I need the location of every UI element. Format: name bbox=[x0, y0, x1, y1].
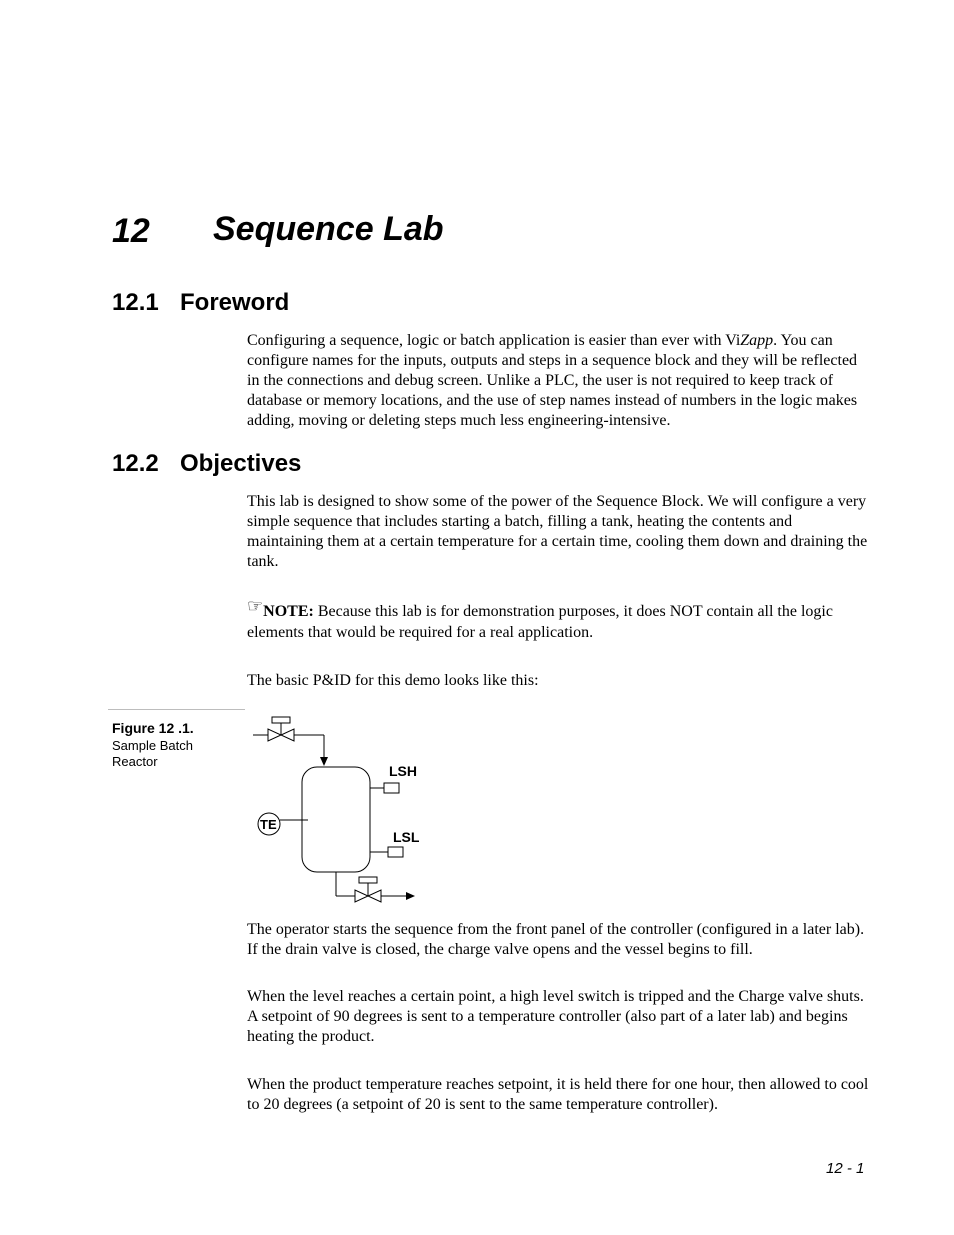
te-label: TE bbox=[260, 817, 277, 832]
lsh-label: LSH bbox=[389, 763, 417, 779]
paragraph-high-level: When the level reaches a certain point, a high level switch is tripped and the Charge valve shuts. A setpoint of 90 degrees is sent to a temperature controller (also part of a later lab) and begins heating the product. bbox=[247, 988, 864, 1045]
note-label: NOTE: bbox=[263, 603, 314, 620]
note-text: Because this lab is for demonstration purposes, it does NOT contain all the logic elements that would be required for a real application. bbox=[247, 603, 833, 641]
level-switch-high bbox=[384, 783, 399, 793]
drain-valve-icon bbox=[355, 877, 381, 902]
outlet-arrow-icon bbox=[406, 892, 415, 900]
section-heading-objectives bbox=[112, 450, 301, 478]
section-title: Objectives bbox=[180, 450, 302, 477]
paragraph-operator-start: The operator starts the sequence from the front panel of the controller (configured in a later lab). If the drain valve is closed, the charge valve opens and the vessel begins to fill. bbox=[247, 921, 865, 958]
charge-valve-icon bbox=[253, 717, 294, 741]
lsl-label: LSL bbox=[393, 829, 420, 845]
reactor-vessel bbox=[302, 767, 370, 872]
product-name: Zapp bbox=[740, 332, 774, 349]
note-block bbox=[247, 596, 872, 643]
figure-divider bbox=[108, 709, 245, 710]
objectives-paragraph: This lab is designed to show some of the power of the Sequence Block. We will configure a very simple sequence that includes starting a batch, filling a tank, heating the contents and maintaining them at a certain temperature for a certain time, cooling them down and draining the tank. bbox=[247, 493, 868, 570]
inlet-arrow-icon bbox=[320, 757, 328, 766]
pointing-hand-icon: ☞ bbox=[247, 596, 264, 616]
pid-intro-text: The basic P&ID for this demo looks like this: bbox=[247, 672, 539, 689]
page-number: 12 - 1 bbox=[826, 1160, 865, 1177]
section-title: Foreword bbox=[180, 289, 290, 316]
section-heading-foreword bbox=[112, 289, 289, 317]
foreword-text-end: . You can configure names for the inputs, outputs and steps in a sequence block and they will be reflected in the connections and debug screen. Unlike a PLC, the user is not required to keep track of database or memory locations, and the use of step names instead of numbers in the logic makes adding, moving or deleting steps much less engineering-intensive. bbox=[247, 332, 858, 429]
section-number: 12.2 bbox=[112, 450, 159, 477]
paragraph-setpoint-hold: When the product temperature reaches setpoint, it is held there for one hour, then allowed to cool to 20 degrees (a setpoint of 20 is sent to the same temperature controller). bbox=[247, 1076, 869, 1113]
section-number: 12.1 bbox=[112, 289, 159, 316]
foreword-text-start: Configuring a sequence, logic or batch application is easier than ever with Vi bbox=[247, 332, 741, 349]
chapter-title: Sequence Lab bbox=[213, 210, 444, 248]
figure-caption: Sample Batch Reactor bbox=[112, 738, 193, 769]
batch-reactor-diagram bbox=[250, 710, 430, 910]
foreword-paragraph bbox=[247, 331, 872, 431]
level-switch-low bbox=[388, 847, 403, 857]
chapter-number: 12 bbox=[112, 212, 150, 250]
figure-label: Figure 12 .1. bbox=[112, 720, 194, 736]
